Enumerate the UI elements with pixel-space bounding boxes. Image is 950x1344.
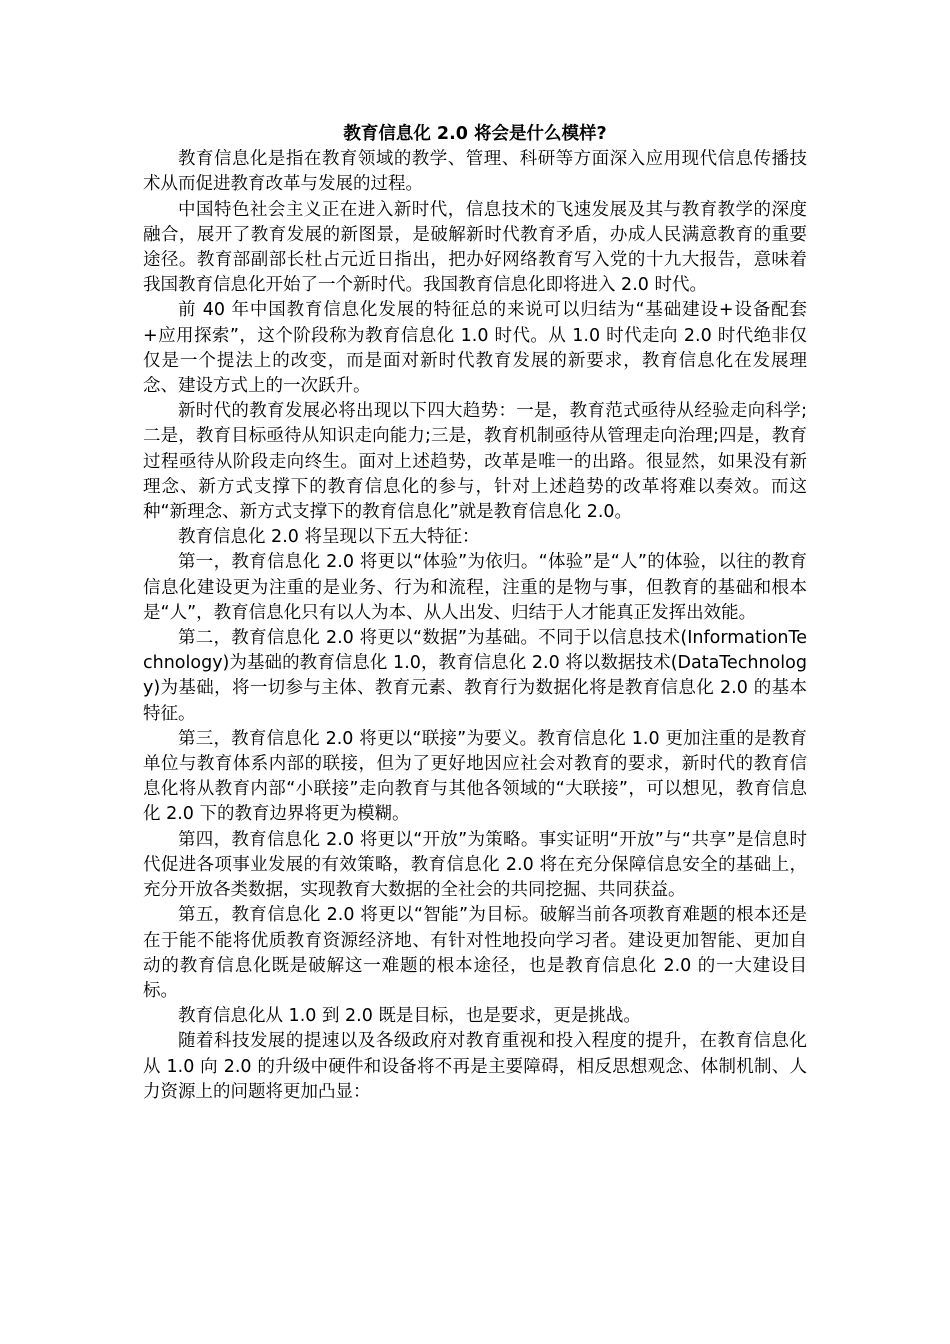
paragraph-feature-data: 第二，教育信息化 2.0 将更以“数据”为基础。不同于以信息技术(InformationTechnology)为基础的教育信息化 1.0，教育信息化 2.0 将以数据技术(DataTechnology)为基础，将一切参与主体、教育元素、教育行为数据化将是教育信息化 2.0 的基本特征。 [143,628,807,724]
paragraph-obstacles: 随着科技发展的提速以及各级政府对教育重视和投入程度的提升，在教育信息化从 1.0 向 2.0 的升级中硬件和设备将不再是主要障碍，相反思想观念、体制机制、人力资源上的问题将更加凸显： [143,1031,807,1102]
paragraph-feature-openness: 第四，教育信息化 2.0 将更以“开放”为策略。事实证明“开放”与“共享”是信息时代促进各项事业发展的有效策略，教育信息化 2.0 将在充分保障信息安全的基础上，充分开放各类数据，实现教育大数据的全社会的共同挖掘、共同获益。 [143,829,807,901]
paragraph-challenge: 教育信息化从 1.0 到 2.0 既是目标，也是要求，更是挑战。 [178,1006,641,1027]
paragraph-four-trends: 新时代的教育发展必将出现以下四大趋势：一是，教育范式亟待从经验走向科学;二是，教育目标亟待从知识走向能力;三是，教育机制亟待从管理走向治理;四是，教育过程亟待从阶段走向终生。面对上述趋势，改革是唯一的出路。很显然，如果没有新理念、新方式支撑下的教育信息化的参与，针对上述趋势的改革将难以奏效。而这种“新理念、新方式支撑下的教育信息化”就是教育信息化 2.0。 [143,401,807,523]
paragraph-feature-connection: 第三，教育信息化 2.0 将更以“联接”为要义。教育信息化 1.0 更加注重的是教育单位与教育体系内部的联接，但为了更好地因应社会对教育的要求，新时代的教育信息化将从教育内部“小联接”走向教育与其他各领域的“大联接”，可以想见，教育信息化 2.0 下的教育边界将更为模糊。 [143,728,807,825]
paragraph-new-era: 中国特色社会主义正在进入新时代，信息技术的飞速发展及其与教育教学的深度融合，展开了教育发展的新图景，是破解新时代教育矛盾，办成人民满意教育的重要途径。教育部副部长杜占元近日指出，把办好网络教育写入党的十九大报告，意味着我国教育信息化开始了一个新时代。我国教育信息化即将进入 2.0 时代。 [143,199,807,296]
document-title: 教育信息化 2.0 将会是什么模样? [343,124,607,144]
paragraph-forty-years: 前 40 年中国教育信息化发展的特征总的来说可以归结为“基础建设+设备配套+应用探索”，这个阶段称为教育信息化 1.0 时代。从 1.0 时代走向 2.0 时代绝非仅仅是一个提法上的改变，而是面对新时代教育发展的新要求，教育信息化在发展理念、建设方式上的一次跃升。 [143,300,807,397]
document-body [143,122,807,1105]
paragraph-five-features-intro: 教育信息化 2.0 将呈现以下五大特征： [178,527,480,548]
paragraph-feature-intelligence: 第五，教育信息化 2.0 将更以“智能”为目标。破解当前各项教育难题的根本还是在于能不能将优质教育资源经济地、有针对性地投向学习者。建设更加智能、更加自动的教育信息化既是破解这一难题的根本途径，也是教育信息化 2.0 的一大建设目标。 [143,905,807,1001]
paragraph-feature-experience: 第一，教育信息化 2.0 将更以“体验”为依归。“体验”是“人”的体验，以往的教育信息化建设更为注重的是业务、行为和流程，注重的是物与事，但教育的基础和根本是“人”，教育信息化只有以人为本、从人出发、归结于人才能真正发挥出效能。 [143,552,807,623]
paragraph-definition: 教育信息化是指在教育领域的教学、管理、科研等方面深入应用现代信息传播技术从而促进教育改革与发展的过程。 [143,149,807,195]
